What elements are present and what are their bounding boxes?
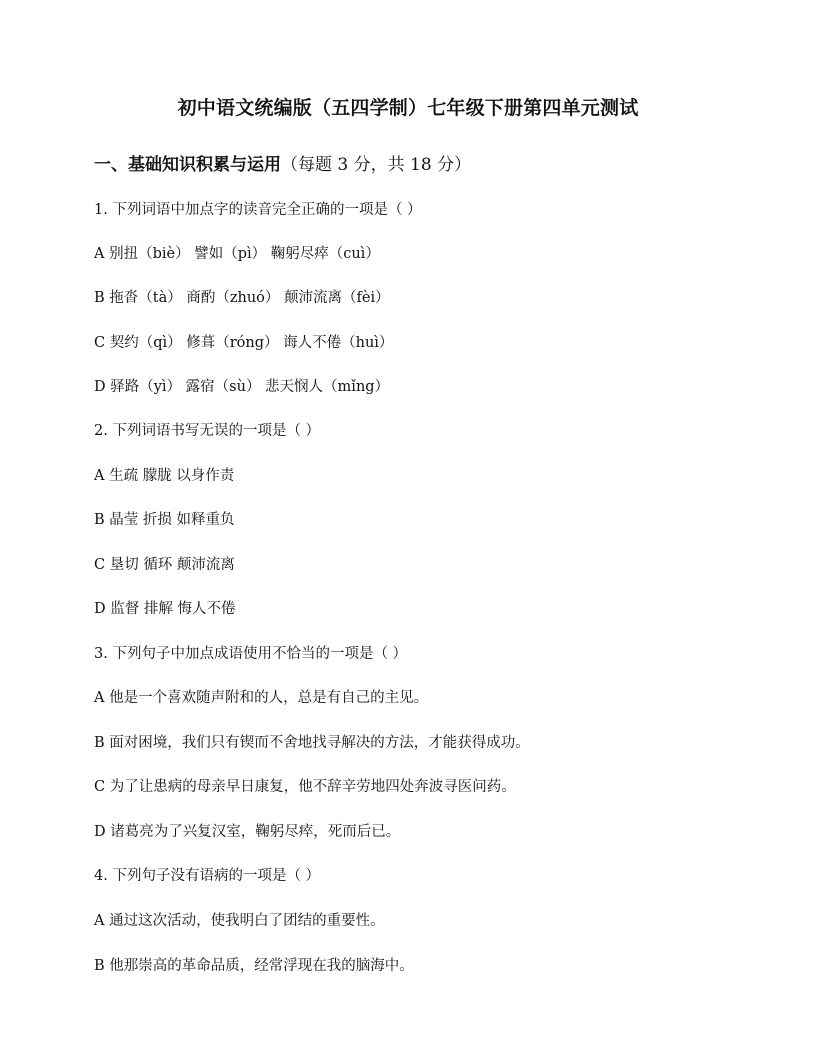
section-heading [94,150,471,175]
question-1-option-c: C 契约（qì） 修葺（róng） 诲人不倦（huì） [94,335,394,351]
question-2-option-b: B 晶莹 折损 如释重负 [94,512,235,528]
question-4-option-b: B 他那崇高的革命品质，经常浮现在我的脑海中。 [94,958,414,974]
question-3-option-a: A 他是一个喜欢随声附和的人，总是有自己的主见。 [94,690,429,706]
question-2-option-a: A 生疏 朦胧 以身作责 [94,468,235,484]
question-3-option-c: C 为了让患病的母亲早日康复，他不辞辛劳地四处奔波寻医问药。 [94,779,516,795]
question-2-option-c: C 垦切 循环 颠沛流离 [94,557,235,573]
question-2-stem: 2. 下列词语书写无误的一项是（ ） [94,423,321,439]
question-3-option-b: B 面对困境，我们只有锲而不舍地找寻解决的方法，才能获得成功。 [94,735,530,751]
section-score-note: （每题 3 分，共 18 分） [281,155,472,175]
question-3-stem: 3. 下列句子中加点成语使用不恰当的一项是（ ） [94,646,408,662]
document-title: 初中语文统编版（五四学制）七年级下册第四单元测试 [177,97,639,119]
section-title: 一、基础知识积累与运用 [94,155,281,175]
question-1-stem: 1. 下列词语中加点字的读音完全正确的一项是（ ） [94,202,422,218]
question-2-option-d: D 监督 排解 悔人不倦 [94,601,236,617]
question-3-option-d: D 诸葛亮为了兴复汉室，鞠躬尽瘁，死而后已。 [94,824,401,840]
question-4-option-a: A 通过这次活动，使我明白了团结的重要性。 [94,913,385,929]
question-1-option-a: A 别扭（biè） 譬如（pì） 鞠躬尽瘁（cuì） [94,246,380,262]
question-1-option-b: B 拖沓（tà） 商酌（zhuó） 颠沛流离（fèi） [94,290,390,306]
question-4-stem: 4. 下列句子没有语病的一项是（ ） [94,868,321,884]
question-1-option-d: D 驿路（yì） 露宿（sù） 悲天悯人（mǐng） [94,379,390,395]
